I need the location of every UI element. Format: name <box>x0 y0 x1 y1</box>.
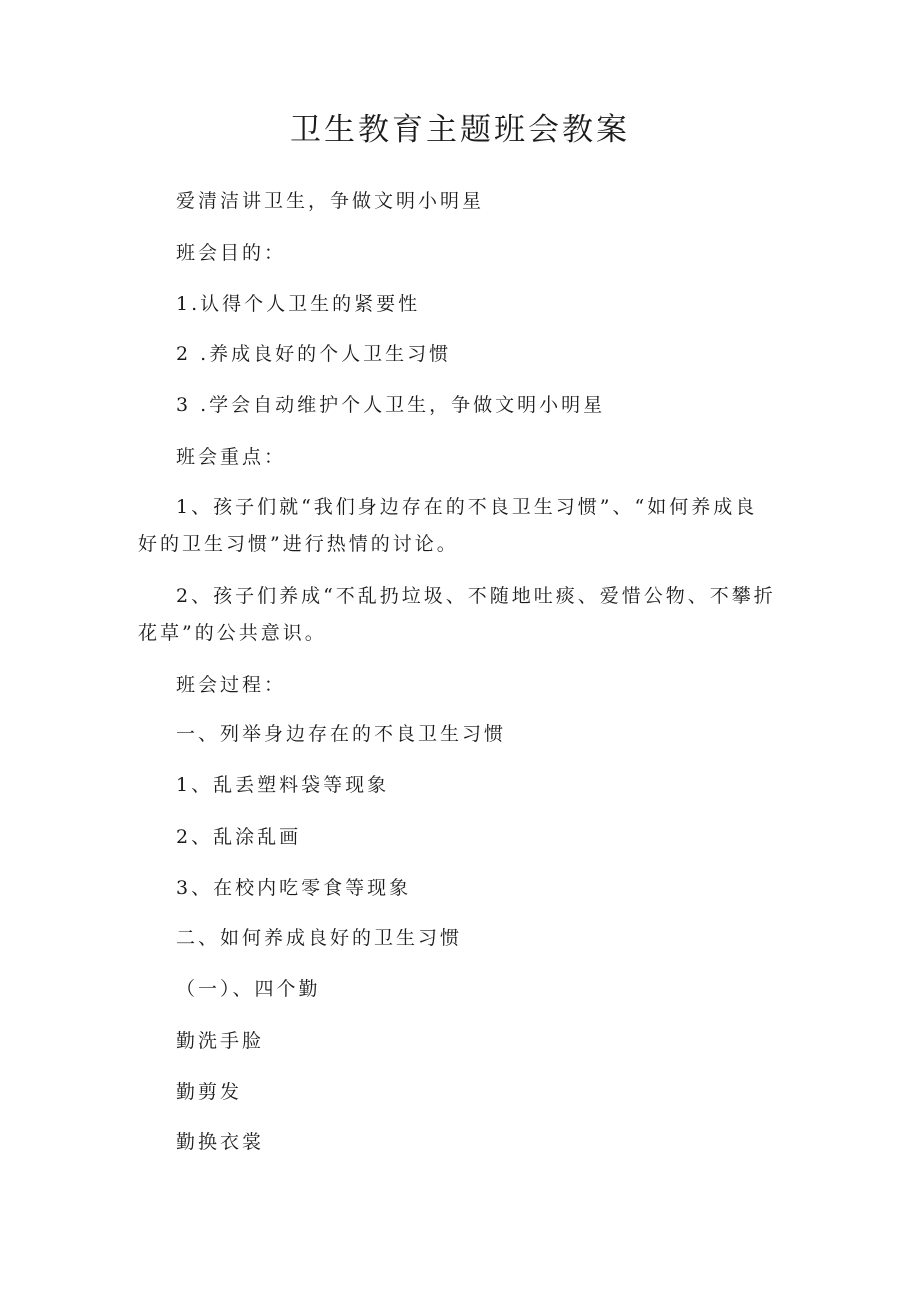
objective-item-3: 3 .学会自动维护个人卫生，争做文明小明星 <box>176 394 606 416</box>
process-item-1: 1、乱丢塑料袋等现象 <box>176 774 390 796</box>
section-process-heading: 班会过程： <box>176 674 287 696</box>
section-objectives-heading: 班会目的： <box>176 242 287 264</box>
process-item-2: 2、乱涂乱画 <box>176 826 302 848</box>
focus-point-1: 1、孩子们就“我们身边存在的不良卫生习惯”、“如何养成良好的卫生习惯”进行热情的讨论。 <box>138 496 758 555</box>
diligence-item-1: 勤洗手脸 <box>176 1030 265 1052</box>
objective-item-2: 2 .养成良好的个人卫生习惯 <box>176 343 452 365</box>
diligence-item-3: 勤换衣裳 <box>176 1131 265 1153</box>
objective-item-1: 1.认得个人卫生的紧要性 <box>176 293 421 315</box>
diligence-item-2: 勤剪发 <box>176 1081 243 1103</box>
focus-point-2: 2、孩子们养成“不乱扔垃圾、不随地吐痰、爱惜公物、不攀折花草”的公共意识。 <box>138 585 776 644</box>
process-item-3: 3、在校内吃零食等现象 <box>176 877 412 899</box>
process-part-2-heading: 二、如何养成良好的卫生习惯 <box>176 927 463 949</box>
section-focus-heading: 班会重点： <box>176 446 287 468</box>
subtitle-line: 爱清洁讲卫生，争做文明小明星 <box>176 190 485 212</box>
process-part-1-heading: 一、列举身边存在的不良卫生习惯 <box>176 723 507 745</box>
document-title: 卫生教育主题班会教案 <box>290 112 630 148</box>
subsection-four-diligences: （一）、四个勤 <box>176 978 321 1000</box>
